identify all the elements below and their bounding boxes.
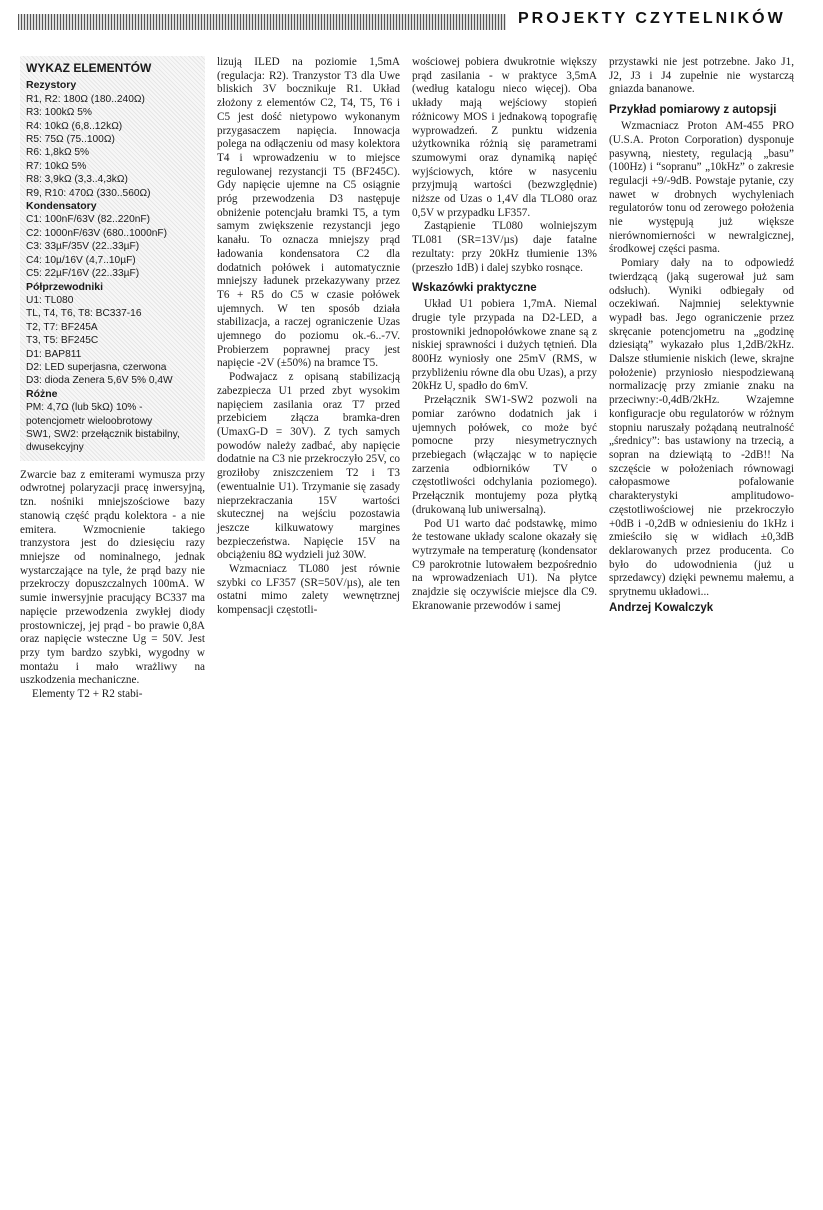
parts-category: Kondensatory xyxy=(26,200,97,213)
parts-list-item: R6: 1,8kΩ 5% xyxy=(26,147,90,159)
paragraph: Wzmacniacz TL080 jest równie szybki co LF357 (SR=50V/µs), ale ten ostatni mimo zalety wewnętrznej kompensacji częstotli- xyxy=(217,563,400,617)
parts-category: Półprzewodniki xyxy=(26,280,104,293)
section-heading: Przykład pomiarowy z autopsji xyxy=(609,104,777,117)
parts-list-item: PM: 4,7Ω (lub 5kΩ) 10% - potencjometr wieloobrotowy xyxy=(26,402,153,427)
parts-category: Rezystory xyxy=(26,79,77,92)
section-heading: Wskazówki praktyczne xyxy=(412,282,537,295)
parts-list-item: C1: 100nF/63V (82..220nF) xyxy=(26,214,151,226)
parts-list-item: C3: 33µF/35V (22..33µF) xyxy=(26,241,140,253)
parts-list-item: D1: BAP811 xyxy=(26,348,82,360)
paragraph: wościowej pobiera dwukrotnie większy prąd zasilania - w praktyce 3,5mA (według katalogu nieco więcej). Oba układy mają wejściowy stopień różnicowy MOS i jednakową topografię wyprowadzeń. Z punktu widzenia użytkownika różnią się parametrami szumowymi oraz dynamiką napięć wyjściowych, które w nasyceniu przyjmują wartości (bezwzględnie) niższe od Uzas o 1,4V dla TLO80 oraz 0,5V w przypadku LF357. xyxy=(412,56,597,219)
column-4 xyxy=(609,56,794,615)
paragraph: Wzmacniacz Proton AM-455 PRO (U.S.A. Proton Corporation) dysponuje pasywną, niestety, regulacją „basu” (100Hz) i “sopranu” „10kHz” o zakresie regulacji +9/-9dB. Powstaje pytanie, czy nawet w drobnych wychyleniach regulatorów tonu od zerowego położenia nie występują już większe nierównomierności w newralgicznej, środkowej części pasma. xyxy=(609,120,794,256)
paragraph: Przełącznik SW1-SW2 pozwoli na pomiar zarówno dodatnich jak i ujemnych połówek, co może być pomocne przy niesymetrycznych przebiegach (włączając w to napięcie zarzenia odbiorników TV o częstotliwości odchylania poziomego). Przełącznik montujemy poza płytką (drukowaną lub uniwersalną). xyxy=(412,394,597,516)
parts-list-title: WYKAZ ELEMENTÓW xyxy=(26,61,152,75)
parts-list-item: R7: 10kΩ 5% xyxy=(26,160,87,172)
parts-category: Różne xyxy=(26,387,58,400)
paragraph: przystawki nie jest potrzebne. Jako J1, J2, J3 i J4 zupełnie nie wystarczą gniazda bananowe. xyxy=(609,56,794,96)
parts-list-box xyxy=(20,56,205,461)
paragraph: Podwajacz z opisaną stabilizacją zabezpiecza U1 przed zbyt wysokim napięciem zasilania oraz T7 przed przebiciem złącza bramka-dren (UmaxG-D = 30V). Z tych samych powodów należy zadbać, aby napięcie dodatnie na C3 nie przekroczyło 25V, co groziłoby zniszczeniem T2 i T3 (ewentualnie U1). Trzymanie się zasady nieprzekraczania 15V wartości skutecznej na wejściu pozostawia jeszcze kilkuwatowy margines bezpieczeństwa. Napięcie 15V na obciążeniu 8Ω wydzieli już 30W. xyxy=(217,371,400,562)
parts-list-item: T2, T7: BF245A xyxy=(26,321,98,333)
header-band xyxy=(18,14,506,30)
column-1 xyxy=(20,56,205,702)
section-title: PROJEKTY CZYTELNIKÓW xyxy=(518,10,786,27)
parts-list-item: D3: dioda Zenera 5,6V 5% 0,4W xyxy=(26,375,173,387)
paragraph: Zastąpienie TL080 wolniejszym TL081 (SR=13V/µs) daje fatalne rezultaty: przy 20kHz tłumienie 13% (przeszło 1dB) i dalej szybko rosnące. xyxy=(412,220,597,274)
parts-list-item: R3: 100kΩ 5% xyxy=(26,107,92,119)
paragraph: Elementy T2 + R2 stabi- xyxy=(32,688,143,701)
parts-list-item: U1: TL080 xyxy=(26,294,74,306)
parts-list-item: C2: 1000nF/63V (680..1000nF) xyxy=(26,227,168,239)
parts-list-item: R1, R2: 180Ω (180..240Ω) xyxy=(26,93,145,105)
parts-list-item: R8: 3,9kΩ (3,3..4,3kΩ) xyxy=(26,174,128,186)
column-2 xyxy=(217,56,400,618)
parts-list-body xyxy=(26,79,199,454)
author-signature: Andrzej Kowalczyk xyxy=(609,601,714,614)
parts-list-item: R5: 75Ω (75..100Ω) xyxy=(26,134,115,146)
paragraph: Układ U1 pobiera 1,7mA. Niemal drugie tyle przypada na D2-LED, a prostowniki jednopołówkowe znane są z niskiej sprawności i dużych tętnień. Dla 800Hz wyniosły one 25mV (RMS, w przybliżeniu równe dla obu Uzas), a przy 20kHz U, spadło do 6mV. xyxy=(412,298,597,393)
paragraph: Zwarcie baz z emiterami wymusza przy odwrotnej polaryzacji pracę inwersyjną, tzn. nośniki mniejszościowe bazy stanowią część prądu kolektora - a nie emitera. Wzmocnienie takiego tranzystora jest do dziesięciu razy mniejsze od nominalnego, jednak wystarczające na tyle, że prąd bazy nie przekroczy dopuszczalnych 100mA. W sumie inwersyjnie pracujący BC337 ma napięcie przewodzenia zwykłej diody prostowniczej, jej prąd - bo prawie 0,8A oraz napięcie wsteczne Ug = 50V. Jest przy tym bardzo szybki, wygodny w montażu i mało wrażliwy na uszkodzenia mechaniczne. xyxy=(20,468,205,687)
parts-list-item: SW1, SW2: przełącznik bistabilny, dwusekcyjny xyxy=(26,428,180,454)
parts-list-item: D2: LED superjasna, czerwona xyxy=(26,361,167,373)
parts-list-item: TL, T4, T6, T8: BC337-16 xyxy=(26,308,142,320)
parts-list-item: T3, T5: BF245C xyxy=(26,335,99,347)
parts-list-item: C4: 10µ/16V (4,7..10µF) xyxy=(26,254,136,266)
parts-list-item: R4: 10kΩ (6,8..12kΩ) xyxy=(26,120,123,132)
column-3 xyxy=(412,56,597,613)
paragraph: lizują ILED na poziomie 1,5mA (regulacja: R2). Tranzystor T3 dla Uwe bliskich 3V bocznikuje R1. Układ złożony z elementów C2, T4, T5, T6 i C5 jest dość nietypowo wykonanym przygasaczem napięcia. Innowacja polega na odłączeniu od masy kolektora T4 i wprowadzeniu w to miejsce regulowanej rezystancji T5 (BF245C). Gdy napięcie ujemne na C5 osiągnie próg przewodzenia D3 następuje obniżenie potencjału bramki T5, a tym samym zwiększenie rezystancji jego kanału. To oznacza mniejszy prąd ładowania kondensatora C2 dla dodatnich połówek i automatycznie mniejszy ładunek przekazywany przez T6 + R5 do C5 w czasie połówek ujemnych. W ten sposób działa stabilizacja, a raczej ograniczenie Uzas ujemnego do poziomu ok.-6..-7V. Probierzem poprawnej pracy jest napięcie -2V (±50%) na bramce T5. xyxy=(217,56,400,370)
paragraph: Pomiary dały na to odpowiedź twierdzącą (jaką sugerował już sam odsłuch). Wyniki odbiegały od oczekiwań. Najmniej selektywnie wypadł bas. Jego ograniczenie przez skręcanie potencjometru na „godzinę dziesiątą” wykazało plus 1,2dB/2kHz. Dalsze stłumienie niskich (lewe, skrajne położenie) przyniosło niespodziewaną normalizację przy zmianie znaku na przeciwny:-0,4dB/2kHz. Wzajemne konfiguracje obu regulatorów w różnym stopniu naruszały pożądaną neutralność „średnicy”: bas ustawiony na trzecią, a sopran na dziewiątą to -2dB!! Na szczęście w położeniach równowagi całopasmowe pofalowanie charakterystyki amplitudowo-częstotliwościowej nie przekroczyło +0dB i -0,2dB w odniesieniu do 1kHz i zmieściło się w widłach ±0,3dB deklarowanych przez producenta. Co było do udowodnienia (już u sprzedawcy) dzięki pewnemu małemu, a sprytnemu układowi... xyxy=(609,257,794,599)
paragraph: Pod U1 warto dać podstawkę, mimo że testowane układy scalone okazały się wytrzymałe na temperaturę (kondensator C9 parokrotnie lutowałem bezpośrednio na wprowadzeniach U1). Na płytce znajdzie się oczywiście miejsce dla C9. Ekranowanie przewodów i samej xyxy=(412,517,597,612)
parts-list-item: C5: 22µF/16V (22..33µF) xyxy=(26,268,140,280)
parts-list-item: R9, R10: 470Ω (330..560Ω) xyxy=(26,187,151,199)
